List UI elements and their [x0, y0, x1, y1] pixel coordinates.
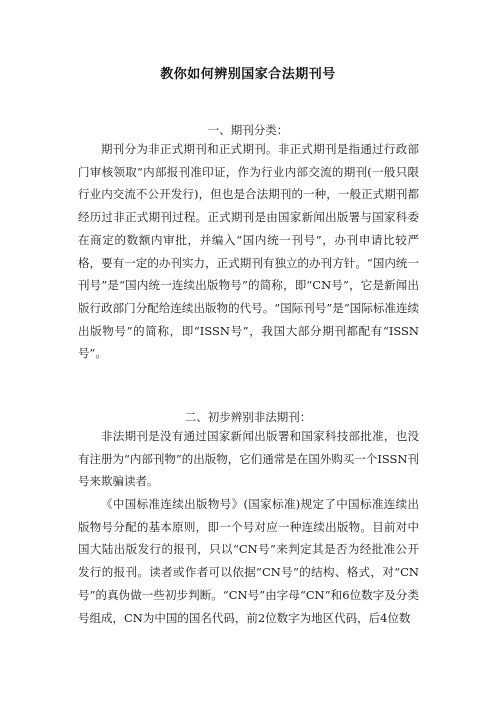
section-heading-identify: 二、初步辨别非法期刊：	[184, 410, 312, 424]
document-title: 教你如何辨别国家合法期刊号	[160, 67, 336, 82]
paragraph-illegal-definition: 非法期刊是没有通过国家新闻出版署和国家科技部批准，也没有注册为“内部刊物”的出版物，它们通常是在国外购买一个ISSN刊号来欺骗读者。	[78, 429, 419, 489]
section-heading-classification: 一、期刊分类：	[207, 123, 289, 137]
paragraph-classification: 期刊分为非正式期刊和正式期刊。非正式期刊是指通过行政部门审核领取“内部报刊准印证，作为行业内部交流的期刊(一般只限行业内交流不公开发行)，但也是合法期刊的一种，一般正式期刊都经历过非正式期刊过程。正式期刊是由国家新闻出版署与国家科委在商定的数额内审批，并编入“国内统一刊号”，办刊申请比较严格，要有一定的办刊实力，正式期刊有独立的办刊方针。“国内统一刊号”是“国内统一连续出版物号”的简称，即“CN号”，它是新闻出版行政部门分配给连续出版物的代号。“国际刊号”是“国际标准连续出版物号”的简称，即“ISSN号”，我国大部分期刊都配有“ISSN号”。	[78, 142, 419, 361]
paragraph-cn-standard: 《中国标准连续出版物号》(国家标准)规定了中国标准连续出版物号分配的基本原则，即一个号对应一种连续出版物。目前对中国大陆出版发行的报刊，只以“CN号”来判定其是否为经批准公开发行的报刊。读者或作者可以依据“CN号”的结构、格式，对“CN号”的真伪做一些初步判断。“CN号”由字母“CN”和6位数字及分类号组成，CN为中国的国名代码，前2位数字为地区代码，后4位数	[78, 497, 419, 625]
